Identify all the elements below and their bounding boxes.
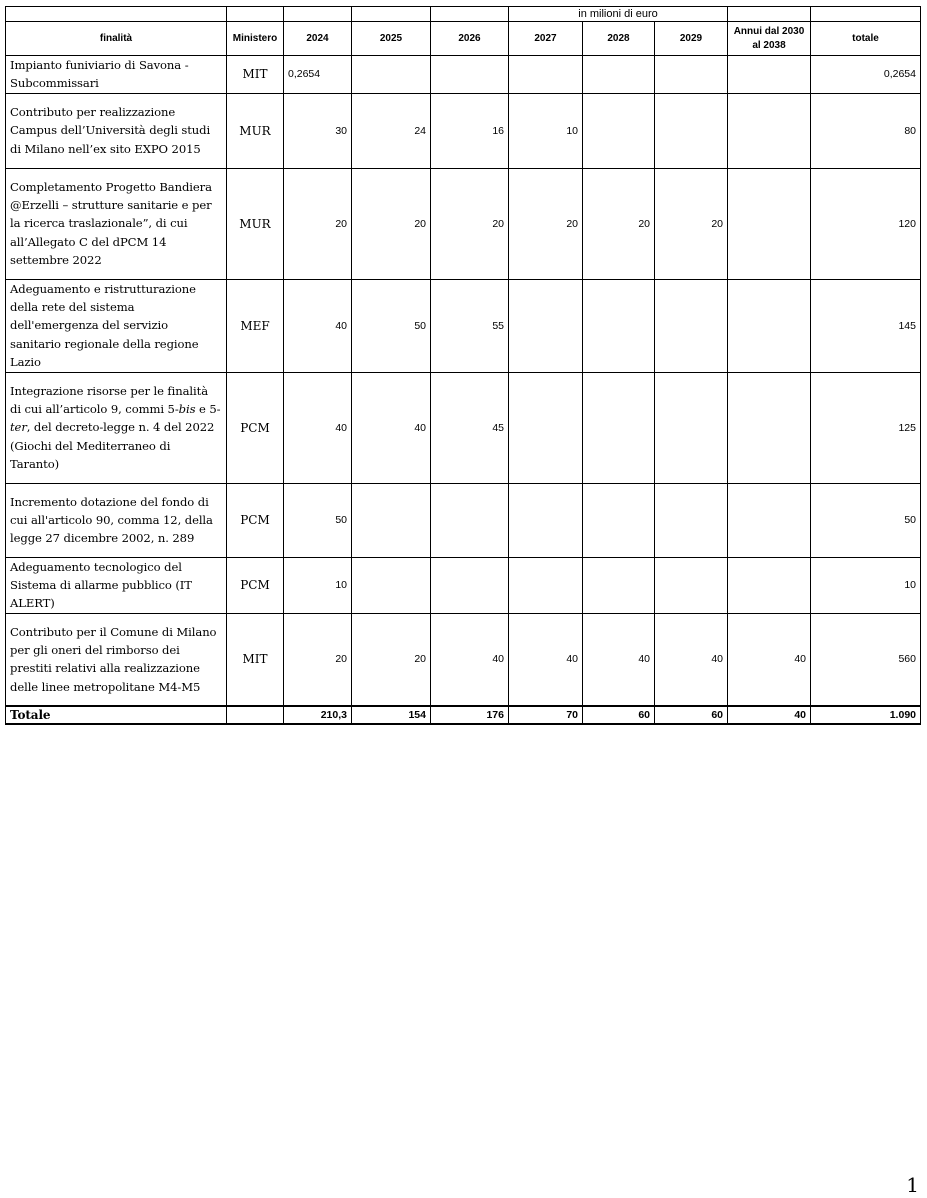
row-annui [728,483,811,557]
row-annui [728,56,811,94]
total-ministero [227,706,284,724]
total-2024: 210,3 [284,706,352,724]
total-totale: 1.090 [811,706,921,724]
table-row [6,279,921,372]
header-2028: 2028 [583,22,655,56]
row-2028 [583,56,655,94]
row-2028 [583,93,655,168]
total-2026: 176 [431,706,509,724]
row-ministero: PCM [227,372,284,483]
row-2027 [509,557,583,613]
row-2027: 40 [509,613,583,706]
row-2026: 16 [431,93,509,168]
row-2027 [509,56,583,94]
row-2024: 10 [284,557,352,613]
row-2025 [352,483,431,557]
header-ministero: Ministero [227,22,284,56]
row-2024: 40 [284,372,352,483]
row-totale: 145 [811,279,921,372]
header-2024: 2024 [284,22,352,56]
row-annui [728,372,811,483]
row-2028 [583,279,655,372]
allocation-table [5,6,921,725]
total-label: Totale [6,706,227,724]
row-2027: 20 [509,168,583,279]
page-number: 1 [906,1173,919,1197]
row-ministero: MEF [227,279,284,372]
row-finalita: Adeguamento e ristrutturazione della rete del sistema dell'emergenza del servizio sanitario regionale della regione Lazio [6,279,227,372]
header-2025: 2025 [352,22,431,56]
row-2028 [583,557,655,613]
row-2024: 20 [284,613,352,706]
row-2028: 20 [583,168,655,279]
row-totale: 10 [811,557,921,613]
total-row [6,706,921,724]
row-finalita: Contributo per il Comune di Milano per gli oneri del rimborso dei prestiti relativi alla realizzazione delle linee metropolitane M4-M5 [6,613,227,706]
row-ministero: MUR [227,93,284,168]
units-row [6,7,921,22]
table-row [6,93,921,168]
table-row [6,557,921,613]
row-totale: 125 [811,372,921,483]
row-2026: 55 [431,279,509,372]
row-annui [728,557,811,613]
total-2027: 70 [509,706,583,724]
row-2026: 40 [431,613,509,706]
row-2024: 20 [284,168,352,279]
row-2027 [509,372,583,483]
row-2029 [655,56,728,94]
total-2028: 60 [583,706,655,724]
row-2025 [352,56,431,94]
header-row [6,22,921,56]
units-label: in milioni di euro [509,7,728,22]
row-2028: 40 [583,613,655,706]
row-2025: 40 [352,372,431,483]
row-2029: 40 [655,613,728,706]
row-2027 [509,483,583,557]
row-2029: 20 [655,168,728,279]
row-ministero: PCM [227,483,284,557]
table-row [6,56,921,94]
row-2029 [655,93,728,168]
row-2024: 40 [284,279,352,372]
row-annui [728,168,811,279]
row-2026 [431,56,509,94]
row-2025: 20 [352,168,431,279]
table-row [6,613,921,706]
row-totale: 80 [811,93,921,168]
row-2028 [583,483,655,557]
row-2025: 50 [352,279,431,372]
row-2025: 24 [352,93,431,168]
row-ministero: MUR [227,168,284,279]
row-totale: 120 [811,168,921,279]
row-finalita: Integrazione risorse per le finalità di cui all’articolo 9, commi 5-bis e 5-ter, del decreto-legge n. 4 del 2022 (Giochi del Mediterraneo di Taranto) [6,372,227,483]
row-2026 [431,483,509,557]
table-row [6,483,921,557]
table-row [6,168,921,279]
row-annui [728,279,811,372]
row-2027 [509,279,583,372]
row-finalita: Completamento Progetto Bandiera @Erzelli – strutture sanitarie e per la ricerca traslazionale”, di cui all’Allegato C del dPCM 14 settembre 2022 [6,168,227,279]
row-ministero: PCM [227,557,284,613]
header-2029: 2029 [655,22,728,56]
row-2029 [655,483,728,557]
row-totale: 50 [811,483,921,557]
row-2029 [655,279,728,372]
row-finalita: Contributo per realizzazione Campus dell’Università degli studi di Milano nell’ex sito EXPO 2015 [6,93,227,168]
row-2029 [655,557,728,613]
row-2025: 20 [352,613,431,706]
row-2026: 45 [431,372,509,483]
row-2027: 10 [509,93,583,168]
row-2026: 20 [431,168,509,279]
row-2024: 50 [284,483,352,557]
total-annui: 40 [728,706,811,724]
row-2028 [583,372,655,483]
table-row [6,372,921,483]
row-2029 [655,372,728,483]
row-totale: 560 [811,613,921,706]
header-finalita: finalità [6,22,227,56]
row-finalita: Impianto funiviario di Savona - Subcommissari [6,56,227,94]
header-2027: 2027 [509,22,583,56]
header-totale: totale [811,22,921,56]
total-2029: 60 [655,706,728,724]
row-annui [728,93,811,168]
row-totale: 0,2654 [811,56,921,94]
header-annui: Annui dal 2030 al 2038 [728,22,811,56]
total-2025: 154 [352,706,431,724]
row-2024: 30 [284,93,352,168]
row-2024: 0,2654 [284,56,352,94]
row-finalita: Incremento dotazione del fondo di cui all'articolo 90, comma 12, della legge 27 dicembre 2002, n. 289 [6,483,227,557]
row-ministero: MIT [227,56,284,94]
row-2025 [352,557,431,613]
header-2026: 2026 [431,22,509,56]
row-ministero: MIT [227,613,284,706]
row-annui: 40 [728,613,811,706]
row-finalita: Adeguamento tecnologico del Sistema di allarme pubblico (IT ALERT) [6,557,227,613]
row-2026 [431,557,509,613]
